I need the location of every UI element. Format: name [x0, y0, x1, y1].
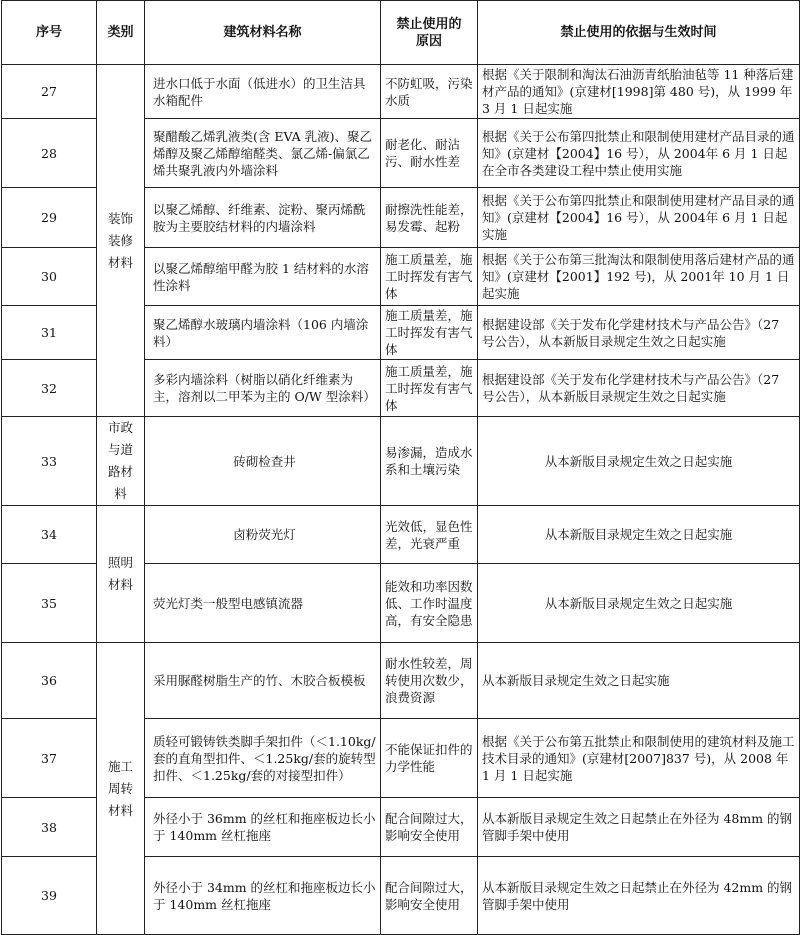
table-row [2, 506, 800, 564]
header-no: 序号 [2, 1, 97, 65]
row-number: 35 [2, 564, 97, 643]
material-name: 外径小于 34mm 的丝杠和拖座板边长小于 140mm 丝杠拖座 [145, 857, 381, 935]
header-category: 类别 [97, 1, 145, 65]
table-row [2, 65, 800, 119]
row-number: 27 [2, 65, 97, 119]
ban-basis: 从本新版目录规定生效之日起实施 [478, 564, 800, 643]
ban-basis: 从本新版目录规定生效之日起实施 [478, 417, 800, 506]
ban-reason: 施工质量差，施工时挥发有害气体 [381, 360, 478, 417]
material-name: 聚醋酸乙烯乳液类(含 EVA 乳液)、聚乙烯醇及聚乙烯醇缩醛类、氯乙烯-偏氯乙烯共聚乳液内外墙涂料 [145, 119, 381, 188]
ban-reason: 不能保证扣件的力学性能 [381, 719, 478, 798]
ban-reason: 不防虹吸，污染水质 [381, 65, 478, 119]
material-name: 质轻可锻铸铁类脚手架扣件（＜1.10kg/套的直角型扣件、＜1.25kg/套的旋转型扣件、＜1.25kg/套的对接型扣件） [145, 719, 381, 798]
material-name: 采用脲醛树脂生产的竹、木胶合板模板 [145, 643, 381, 719]
row-number: 34 [2, 506, 97, 564]
category-cell: 装饰 装修 材料 [97, 65, 145, 417]
ban-basis: 根据《关于公布第四批禁止和限制使用建材产品目录的通知》(京建材【2004】16 号），从 2004年 6 月 1 日起实施 [478, 188, 800, 248]
category-cell: 照明 材料 [97, 506, 145, 643]
header-name: 建筑材料名称 [145, 1, 381, 65]
materials-table [1, 0, 800, 935]
ban-reason: 配合间隙过大，影响安全使用 [381, 857, 478, 935]
ban-reason: 易渗漏，造成水系和土壤污染 [381, 417, 478, 506]
row-number: 36 [2, 643, 97, 719]
ban-reason: 耐老化、耐沾污、耐水性差 [381, 119, 478, 188]
material-name: 砖砌检查井 [145, 417, 381, 506]
ban-basis: 根据《关于公布第三批淘汰和限制使用落后建材产品的通知》(京建材【2001】192 号)，从 2001年 10 月 1 日 起实施 [478, 248, 800, 306]
category-cell: 施工 周转 材料 [97, 643, 145, 935]
material-name: 多彩内墙涂料（树脂以硝化纤维素为主，溶剂以二甲苯为主的 O/W 型涂料） [145, 360, 381, 417]
row-number: 31 [2, 306, 97, 360]
ban-reason: 施工质量差，施工时挥发有害气体 [381, 248, 478, 306]
material-name: 以聚乙烯醇缩甲醛为胶 1 结材料的水溶性涂料 [145, 248, 381, 306]
header-basis: 禁止使用的依据与生效时间 [478, 1, 800, 65]
ban-basis: 根据建设部《关于发布化学建材技术与产品公告》（27 号公告），从本新版目录规定生效之日起实施 [478, 306, 800, 360]
ban-basis: 从本新版目录规定生效之日起实施 [478, 643, 800, 719]
material-name: 以聚乙烯醇、纤维素、淀粉、聚丙烯酰胺为主要胶结材料的内墙涂料 [145, 188, 381, 248]
row-number: 39 [2, 857, 97, 935]
row-number: 33 [2, 417, 97, 506]
header-reason: 禁止使用的 原因 [381, 1, 478, 65]
ban-reason: 能效和功率因数低、工作时温度高，有安全隐患 [381, 564, 478, 643]
ban-basis: 根据建设部《关于发布化学建材技术与产品公告》（27 号公告），从本新版目录规定生效之日起实施 [478, 360, 800, 417]
table-header-row [2, 1, 800, 65]
ban-basis: 根据《关于公布第四批禁止和限制使用建材产品目录的通知》(京建材【2004】16 号），从 2004年 6 月 1 日起在全市各类建设工程中禁止使用实施 [478, 119, 800, 188]
ban-basis: 根据《关于限制和淘汰石油沥青纸胎油毡等 11 种落后建材产品的通知》(京建材[1998]第 480 号)，从 1999 年 3 月 1 日起实施 [478, 65, 800, 119]
ban-reason: 配合间隙过大，影响安全使用 [381, 798, 478, 857]
ban-reason: 耐擦洗性能差，易发霉、起粉 [381, 188, 478, 248]
row-number: 29 [2, 188, 97, 248]
ban-basis: 从本新版目录规定生效之日起禁止在外径为 48mm 的钢管脚手架中使用 [478, 798, 800, 857]
ban-basis: 从本新版目录规定生效之日起实施 [478, 506, 800, 564]
ban-reason: 光效低，显色性差，光衰严重 [381, 506, 478, 564]
row-number: 38 [2, 798, 97, 857]
row-number: 37 [2, 719, 97, 798]
table-row [2, 417, 800, 506]
row-number: 28 [2, 119, 97, 188]
material-name: 聚乙烯醇水玻璃内墙涂料（106 内墙涂料） [145, 306, 381, 360]
table-row [2, 643, 800, 719]
ban-reason: 施工质量差，施工时挥发有害气体 [381, 306, 478, 360]
category-cell: 市政 与道 路材 料 [97, 417, 145, 506]
row-number: 32 [2, 360, 97, 417]
ban-reason: 耐水性较差，周转使用次数少，浪费资源 [381, 643, 478, 719]
material-name: 进水口低于水面（低进水）的卫生洁具水箱配件 [145, 65, 381, 119]
row-number: 30 [2, 248, 97, 306]
material-name: 荧光灯类一般型电感镇流器 [145, 564, 381, 643]
material-name: 外径小于 36mm 的丝杠和拖座板边长小于 140mm 丝杠拖座 [145, 798, 381, 857]
ban-basis: 从本新版目录规定生效之日起禁止在外径为 42mm 的钢管脚手架中使用 [478, 857, 800, 935]
ban-basis: 根据《关于公布第五批禁止和限制使用的建筑材料及施工技术目录的通知》(京建材[2007]837 号)，从 2008 年 1 月 1 日起实施 [478, 719, 800, 798]
material-name: 卤粉荧光灯 [145, 506, 381, 564]
